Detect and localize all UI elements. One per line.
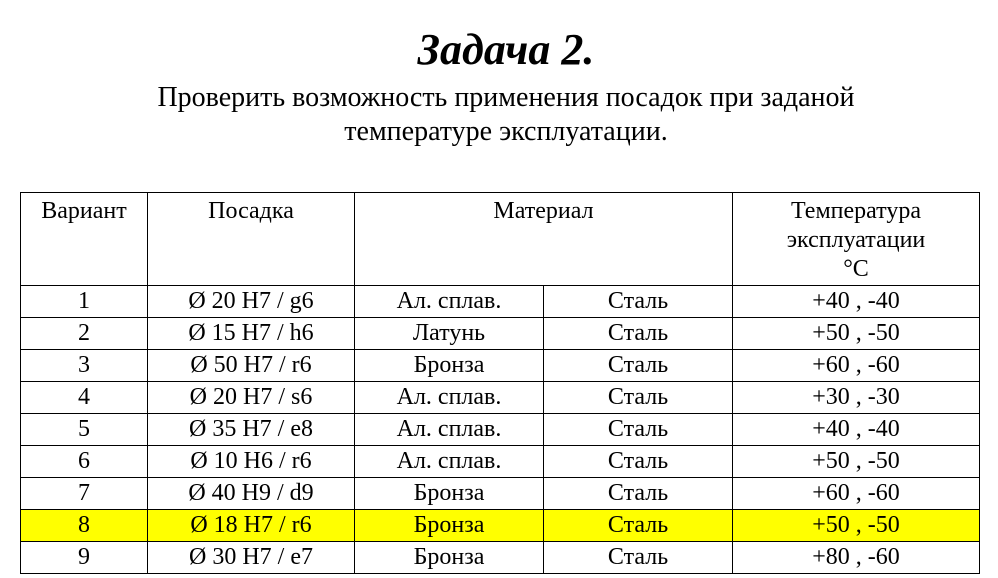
fits-table — [20, 192, 980, 574]
cell-material-1: Бронза — [355, 542, 544, 574]
cell-fit: Ø 35 H7 / e8 — [148, 414, 355, 446]
table-row — [21, 478, 980, 510]
table-row — [21, 318, 980, 350]
cell-variant: 2 — [21, 318, 148, 350]
cell-temperature: +50 , -50 — [733, 510, 980, 542]
cell-temperature: +50 , -50 — [733, 446, 980, 478]
cell-fit: Ø 20 H7 / g6 — [148, 286, 355, 318]
task-title: Задача 2. — [417, 25, 595, 74]
cell-material-1: Ал. сплав. — [355, 414, 544, 446]
cell-variant: 4 — [21, 382, 148, 414]
cell-material-1: Бронза — [355, 350, 544, 382]
table-row — [21, 382, 980, 414]
header-variant: Вариант — [21, 193, 148, 286]
cell-temperature: +50 , -50 — [733, 318, 980, 350]
cell-temperature: +40 , -40 — [733, 414, 980, 446]
cell-material-1: Бронза — [355, 478, 544, 510]
cell-material-1: Ал. сплав. — [355, 286, 544, 318]
table-header-row — [21, 193, 980, 286]
task-description — [0, 81, 998, 149]
table-row — [21, 414, 980, 446]
cell-material-2: Сталь — [544, 478, 733, 510]
cell-temperature: +30 , -30 — [733, 382, 980, 414]
header-temperature-unit: °C — [843, 256, 869, 282]
header-fit: Посадка — [148, 193, 355, 286]
header-temperature-line-2: эксплуатации — [786, 227, 926, 253]
header-temperature — [733, 193, 980, 286]
cell-material-2: Сталь — [544, 350, 733, 382]
cell-material-1: Бронза — [355, 510, 544, 542]
cell-material-2: Сталь — [544, 286, 733, 318]
cell-material-1: Ал. сплав. — [355, 382, 544, 414]
cell-variant: 9 — [21, 542, 148, 574]
cell-variant: 5 — [21, 414, 148, 446]
cell-material-2: Сталь — [544, 542, 733, 574]
task-description-line-1: Проверить возможность применения посадок при заданой — [157, 82, 855, 113]
cell-fit: Ø 40 H9 / d9 — [148, 478, 355, 510]
cell-material-1: Ал. сплав. — [355, 446, 544, 478]
cell-variant: 1 — [21, 286, 148, 318]
cell-fit: Ø 10 H6 / r6 — [148, 446, 355, 478]
cell-temperature: +60 , -60 — [733, 478, 980, 510]
cell-material-2: Сталь — [544, 446, 733, 478]
cell-material-2: Сталь — [544, 318, 733, 350]
cell-fit: Ø 30 H7 / e7 — [148, 542, 355, 574]
cell-variant: 3 — [21, 350, 148, 382]
task-description-line-2: температуре эксплуатации. — [344, 116, 668, 147]
cell-variant: 6 — [21, 446, 148, 478]
cell-temperature: +60 , -60 — [733, 350, 980, 382]
header-temperature-line-1: Температура — [791, 198, 921, 224]
table-body — [21, 286, 980, 574]
header-material: Материал — [355, 193, 733, 286]
cell-material-2: Сталь — [544, 382, 733, 414]
table-row — [21, 286, 980, 318]
table-row — [21, 446, 980, 478]
table-row — [21, 510, 980, 542]
cell-fit: Ø 18 H7 / r6 — [148, 510, 355, 542]
cell-variant: 7 — [21, 478, 148, 510]
cell-fit: Ø 15 H7 / h6 — [148, 318, 355, 350]
cell-temperature: +40 , -40 — [733, 286, 980, 318]
cell-fit: Ø 50 H7 / r6 — [148, 350, 355, 382]
cell-material-1: Латунь — [355, 318, 544, 350]
cell-material-2: Сталь — [544, 510, 733, 542]
cell-fit: Ø 20 H7 / s6 — [148, 382, 355, 414]
table-row — [21, 542, 980, 574]
cell-variant: 8 — [21, 510, 148, 542]
cell-material-2: Сталь — [544, 414, 733, 446]
cell-temperature: +80 , -60 — [733, 542, 980, 574]
table-row — [21, 350, 980, 382]
